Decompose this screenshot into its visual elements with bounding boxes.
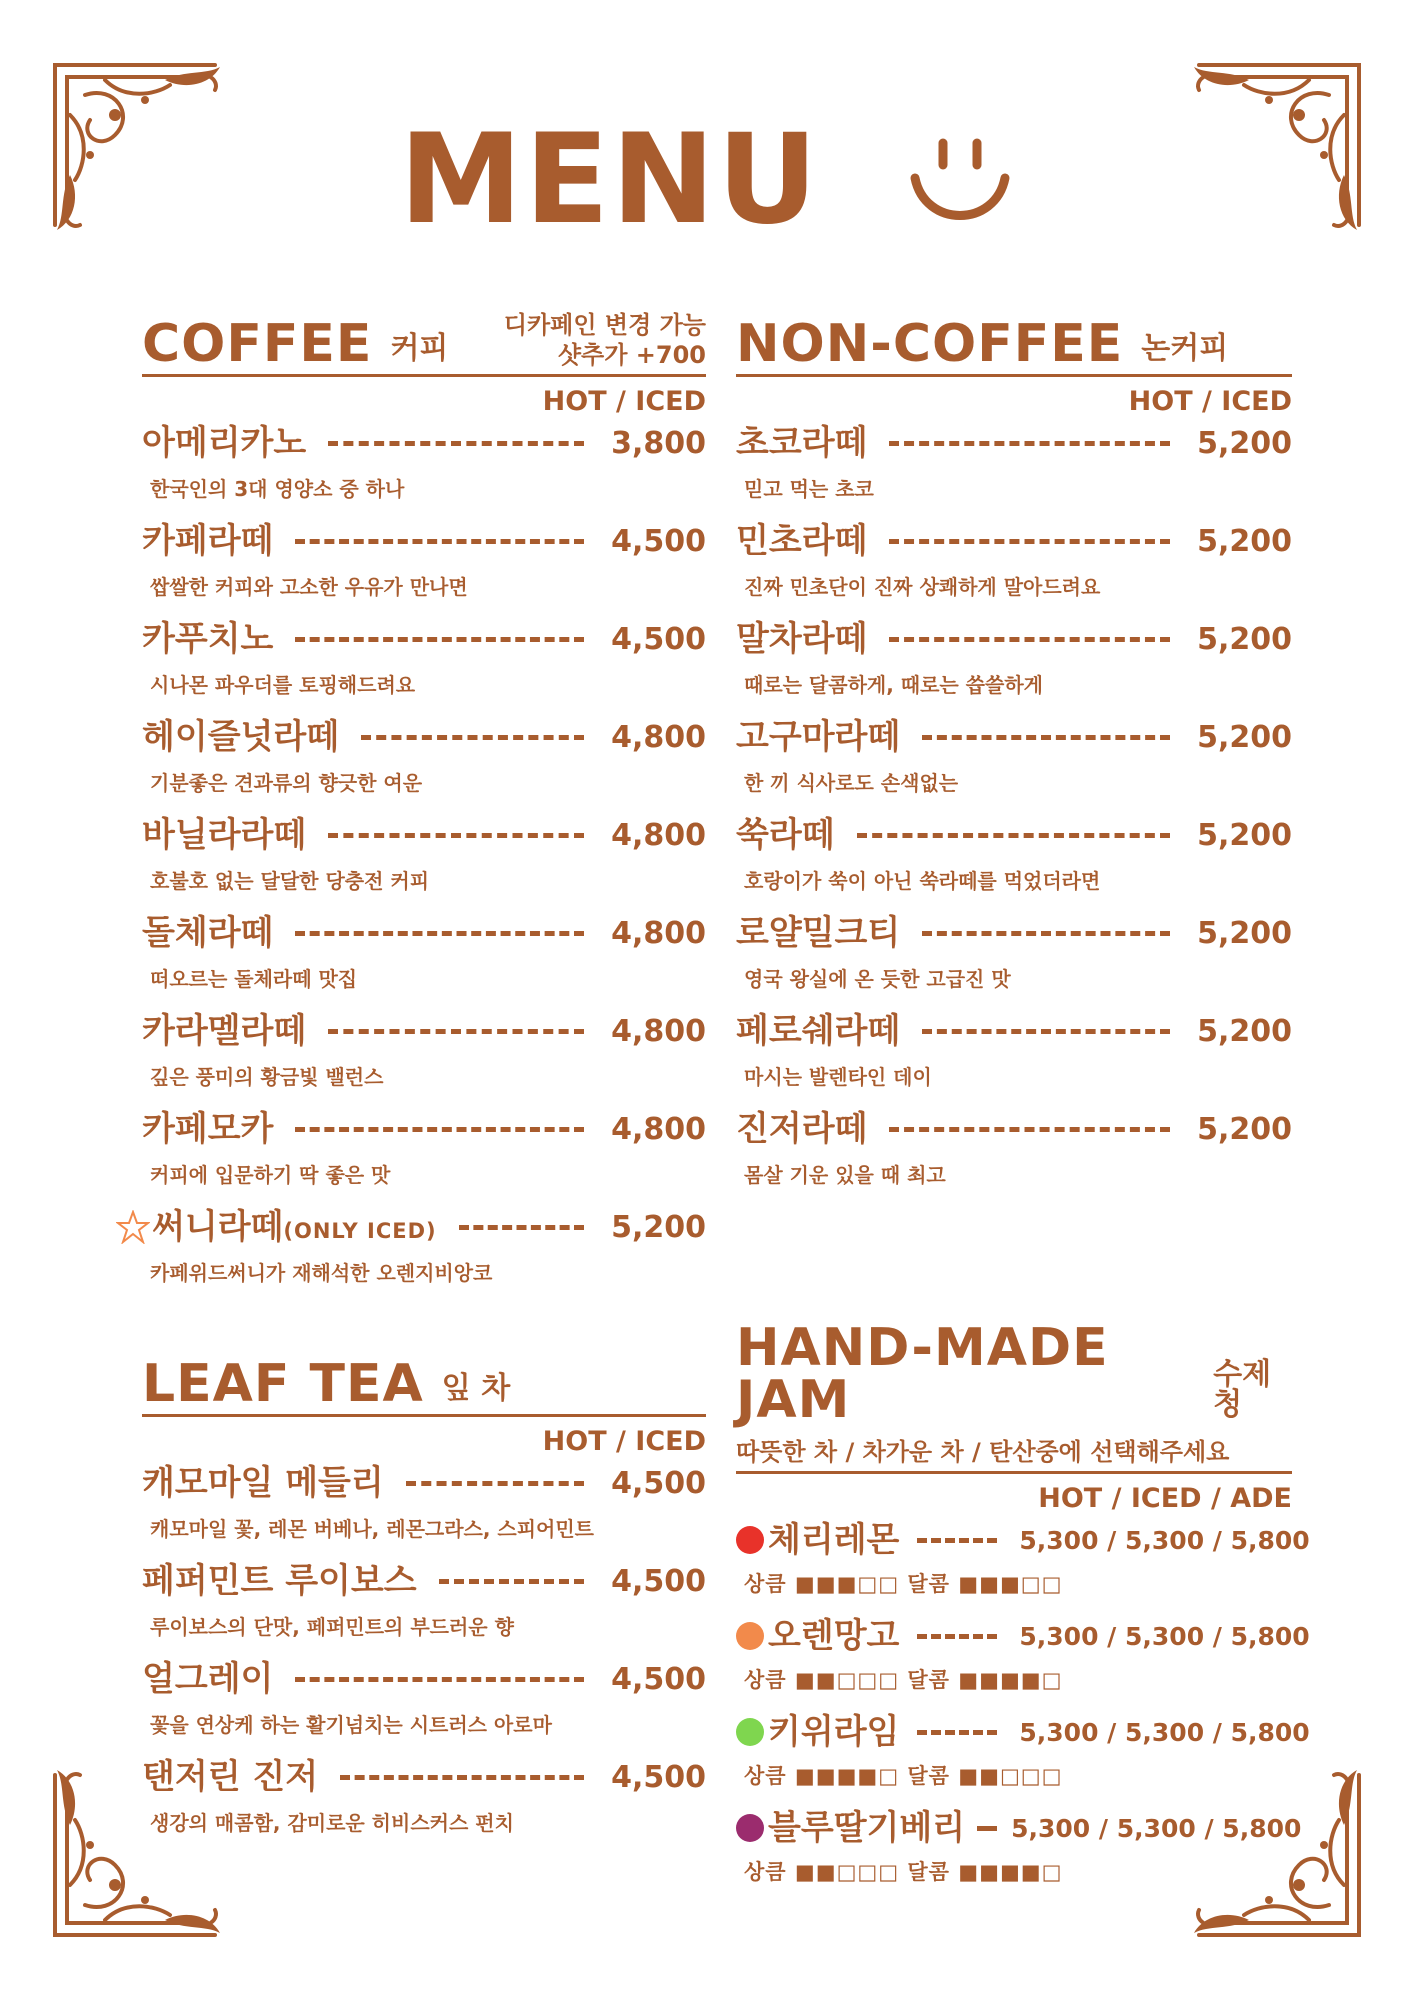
menu-item-description: 믿고 먹는 초코 [744,477,874,501]
menu-item-name-text: 진저라떼 [736,1109,868,1149]
jam-title-row [736,1318,1292,1430]
menu-item-description: 시나몬 파우더를 토핑해드려요 [150,673,416,697]
dotted-leader [328,1029,584,1034]
smiley-icon [905,123,1015,233]
leaftea-column-head: HOT / ICED [542,1426,706,1457]
menu-item-line [736,811,1292,859]
menu-item-price: 5,200 [1197,817,1292,853]
menu-item-description: 마시는 발렌타인 데이 [744,1065,932,1089]
menu-item [142,1557,706,1655]
page-title-text: MENU [399,108,820,252]
menu-item-description: 깊은 풍미의 황금빛 밸런스 [150,1065,384,1089]
jam-header [736,1318,1292,1474]
flavor-dot-icon [736,1718,764,1746]
menu-item-name [142,1659,274,1699]
menu-item-name-text: 페로쉐라떼 [736,1011,901,1051]
menu-item-name-text: 말차라떼 [736,619,868,659]
menu-item-line [736,615,1292,663]
menu-item [736,419,1292,517]
menu-item-price: 3,800 [611,425,706,461]
menu-item-price: 5,200 [1197,719,1292,755]
menu-item-line [142,1753,706,1801]
menu-item-line [736,1007,1292,1055]
menu-item-price: 5,200 [1197,621,1292,657]
menu-item-name-text: 오렌망고 [768,1616,900,1656]
noncoffee-subtitle: 논커피 [1141,331,1229,366]
menu-item-description: 호랑이가 쑥이 아닌 쑥라떼를 먹었더라면 [744,869,1101,893]
menu-item-name [142,619,274,659]
menu-item-name-text: 헤이즐넛라떼 [142,717,340,757]
flavor-dot-icon [736,1814,764,1842]
menu-item-name [768,1808,966,1848]
dotted-leader [922,1029,1170,1034]
menu-item-name-text: 민초라떼 [736,521,868,561]
coffee-header [142,311,706,377]
coffee-column-head: HOT / ICED [542,386,706,417]
menu-item-line [142,517,706,565]
menu-item-description: 몸살 기운 있을 때 최고 [744,1163,946,1187]
menu-item-line [142,1007,706,1055]
menu-item-price: 5,200 [611,1209,706,1245]
menu-item-name [142,717,340,757]
menu-item-name [142,1463,384,1503]
leaftea-title: LEAF TEA [142,1354,424,1414]
menu-item-name-text: 로얄밀크티 [736,913,901,953]
menu-item-name [768,1616,900,1656]
menu-item-price: 4,500 [611,1661,706,1697]
extra-shot-note: 샷추가 +700 [557,341,706,369]
menu-item [736,909,1292,1007]
menu-item-name-text: 카푸치노 [142,619,274,659]
menu-item [142,1459,706,1557]
jam-title: HAND-MADE JAM [736,1318,1109,1430]
menu-item-price: 4,800 [611,1111,706,1147]
menu-item-name-text: 체리레몬 [768,1520,900,1560]
menu-item-name-text: 카페라떼 [142,521,274,561]
menu-item [736,615,1292,713]
menu-item [736,713,1292,811]
menu-item [736,1804,1302,1900]
menu-item-name [736,423,868,463]
dotted-leader [328,833,584,838]
flavor-dot-icon [736,1526,764,1554]
menu-item-description: 상큼 ■■■■□ 달콤 ■■□□□ [744,1764,1063,1788]
menu-item-name-text: 아메리카노 [142,423,307,463]
jam-note: 따뜻한 차 / 차가운 차 / 탄산중에 선택해주세요 [736,1438,1230,1466]
menu-item-name [142,1561,417,1601]
jam-subtitle: 수제청 [1213,1357,1272,1422]
dotted-leader [328,441,584,446]
dotted-leader [889,441,1170,446]
dotted-leader [295,931,584,936]
star-icon [116,1210,150,1244]
menu-item-line [142,1203,706,1251]
leaftea-header [142,1354,706,1417]
menu-item-line [142,419,706,467]
jam-list [736,1516,1310,1900]
menu-item-name [768,1712,900,1752]
menu-item-description: 상큼 ■■□□□ 달콤 ■■■■□ [744,1668,1063,1692]
menu-item-price: 5,200 [1197,1013,1292,1049]
menu-item-name-text: 키위라임 [768,1712,900,1752]
menu-item-price: 4,800 [611,719,706,755]
noncoffee-title: NON-COFFEE [736,314,1124,374]
menu-item-price: 5,300 / 5,300 / 5,800 [1019,1621,1310,1651]
dotted-leader [340,1775,584,1780]
menu-item-description: 한 끼 식사로도 손색없는 [744,771,959,795]
menu-item-line [142,1459,706,1507]
menu-item-description: 호불호 없는 달달한 당충전 커피 [150,869,430,893]
menu-item [736,1105,1292,1203]
menu-item-line [736,1708,1310,1756]
menu-item-description: 때로는 달콤하게, 때로는 씁쓸하게 [744,673,1043,697]
menu-item-price: 4,800 [611,1013,706,1049]
menu-item-price: 5,200 [1197,523,1292,559]
menu-item-description: 영국 왕실에 온 듯한 고급진 맛 [744,967,1011,991]
menu-item-name-text: 탠저린 진저 [142,1757,319,1797]
leaftea-section [142,1354,706,1851]
menu-item [142,615,706,713]
menu-item-description: 생강의 매콤함, 감미로운 히비스커스 펀치 [150,1811,514,1835]
menu-item-line [736,909,1292,957]
noncoffee-header [736,314,1292,377]
dotted-leader [459,1225,584,1230]
menu-item-line [142,909,706,957]
menu-item-description: 꽃을 연상케 하는 활기넘치는 시트러스 아로마 [150,1713,552,1737]
leaftea-list [142,1459,706,1851]
menu-item-name-text: 바닐라라떼 [142,815,307,855]
noncoffee-column-head: HOT / ICED [1128,386,1292,417]
dotted-leader [917,1730,997,1735]
menu-item-line [142,1105,706,1153]
menu-item-description: 한국인의 3대 영양소 중 하나 [150,477,405,501]
menu-item-price: 4,800 [611,817,706,853]
menu-item-description: 상큼 ■■■□□ 달콤 ■■■□□ [744,1572,1063,1596]
menu-item-name-suffix: (ONLY ICED) [283,1219,437,1243]
menu-item-price: 4,500 [611,1759,706,1795]
page-title [0,108,1414,252]
menu-item [142,1753,706,1851]
dotted-leader [295,539,584,544]
menu-item [736,811,1292,909]
menu-item-price: 5,300 / 5,300 / 5,800 [1019,1717,1310,1747]
menu-item-description: 루이보스의 단맛, 페퍼민트의 부드러운 향 [150,1615,514,1639]
menu-item-name [142,1757,319,1797]
dotted-leader [439,1579,584,1584]
dotted-leader [889,637,1170,642]
menu-item-name [736,1011,901,1051]
menu-item-name [142,521,274,561]
dotted-leader [917,1634,997,1639]
coffee-section [142,311,706,1301]
menu-item-description: 카페위드써니가 재해석한 오렌지비앙코 [150,1261,493,1285]
dotted-leader [889,1127,1170,1132]
menu-item-line [736,517,1292,565]
menu-item-price: 4,500 [611,523,706,559]
menu-item-name-text: 초코라떼 [736,423,868,463]
menu-item-price: 5,300 / 5,300 / 5,800 [1019,1525,1310,1555]
menu-item-description: 커피에 입문하기 딱 좋은 맛 [150,1163,391,1187]
dotted-leader [361,735,584,740]
menu-item-name-text: 쑥라떼 [736,815,835,855]
menu-item-name-text: 캐모마일 메들리 [142,1463,384,1503]
menu-item-name [768,1520,900,1560]
menu-item-name [736,619,868,659]
dotted-leader [977,1826,997,1831]
menu-item [736,517,1292,615]
jam-column-head: HOT / ICED / ADE [1038,1483,1292,1514]
menu-item [736,1007,1292,1105]
menu-item-name [736,913,901,953]
menu-item-line [736,419,1292,467]
menu-item-line [736,1105,1292,1153]
menu-item-name [142,1109,274,1149]
dotted-leader [295,1127,584,1132]
menu-item-name [736,521,868,561]
dotted-leader [857,833,1170,838]
menu-item-description: 쌉쌀한 커피와 고소한 우유가 만나면 [150,575,468,599]
menu-item-name-text: 페퍼민트 루이보스 [142,1561,417,1601]
menu-item-name-text: 써니라떼 [152,1207,284,1247]
flavor-dot-icon [736,1622,764,1650]
coffee-title: COFFEE [142,314,373,374]
menu-item-line [142,811,706,859]
menu-item-name [736,815,835,855]
dotted-leader [295,637,584,642]
menu-item-price: 4,800 [611,915,706,951]
menu-item-description: 캐모마일 꽃, 레몬 버베나, 레몬그라스, 스피어민트 [150,1517,595,1541]
menu-item-line [736,1612,1310,1660]
menu-item-price: 5,300 / 5,300 / 5,800 [1011,1813,1302,1843]
decaf-note: 디카페인 변경 가능 [503,311,706,339]
menu-item [142,713,706,811]
menu-item [142,517,706,615]
menu-item-price: 4,500 [611,1563,706,1599]
menu-item [736,1516,1310,1612]
dotted-leader [917,1538,997,1543]
menu-item-name-text: 블루딸기베리 [768,1808,966,1848]
noncoffee-list [736,419,1292,1203]
menu-item-price: 5,200 [1197,425,1292,461]
dotted-leader [295,1677,584,1682]
menu-item-line [142,1557,706,1605]
dotted-leader [406,1481,584,1486]
menu-item [142,811,706,909]
menu-item-description: 떠오르는 돌체라떼 맛집 [150,967,358,991]
menu-item-line [142,1655,706,1703]
menu-item-name [142,1011,307,1051]
menu-item-line [736,1516,1310,1564]
dotted-leader [922,931,1170,936]
menu-item [142,1203,706,1301]
menu-item-line [736,1804,1302,1852]
noncoffee-section [736,314,1292,1203]
menu-item-name-text: 카라멜라떼 [142,1011,307,1051]
menu-item-name-text: 카페모카 [142,1109,274,1149]
menu-item-name-text: 돌체라떼 [142,913,274,953]
menu-item-description: 상큼 ■■□□□ 달콤 ■■■■□ [744,1860,1063,1884]
dotted-leader [889,539,1170,544]
menu-item-price: 4,500 [611,1465,706,1501]
leaftea-subtitle: 잎 차 [441,1371,511,1406]
menu-item [142,1105,706,1203]
menu-item [142,419,706,517]
menu-item-line [142,615,706,663]
menu-item-name [736,1109,868,1149]
menu-item [142,1655,706,1753]
menu-item [142,1007,706,1105]
menu-item-price: 5,200 [1197,1111,1292,1147]
menu-item-line [736,713,1292,761]
menu-item [736,1612,1310,1708]
menu-item-name-text: 고구마라떼 [736,717,901,757]
menu-item [142,909,706,1007]
menu-item-name [142,423,307,463]
menu-item-name [152,1207,437,1247]
menu-item [736,1708,1310,1804]
menu-item-name [142,815,307,855]
menu-item-price: 4,500 [611,621,706,657]
coffee-note [504,310,706,370]
menu-item-description: 기분좋은 견과류의 향긋한 여운 [150,771,423,795]
jam-section [736,1318,1310,1900]
menu-item-line [142,713,706,761]
menu-item-name [736,717,901,757]
coffee-subtitle: 커피 [390,331,449,366]
menu-item-description: 진짜 민초단이 진짜 상쾌하게 말아드려요 [744,575,1101,599]
menu-item-name [142,913,274,953]
menu-item-name-text: 얼그레이 [142,1659,274,1699]
menu-item-price: 5,200 [1197,915,1292,951]
coffee-list [142,419,706,1301]
dotted-leader [922,735,1170,740]
